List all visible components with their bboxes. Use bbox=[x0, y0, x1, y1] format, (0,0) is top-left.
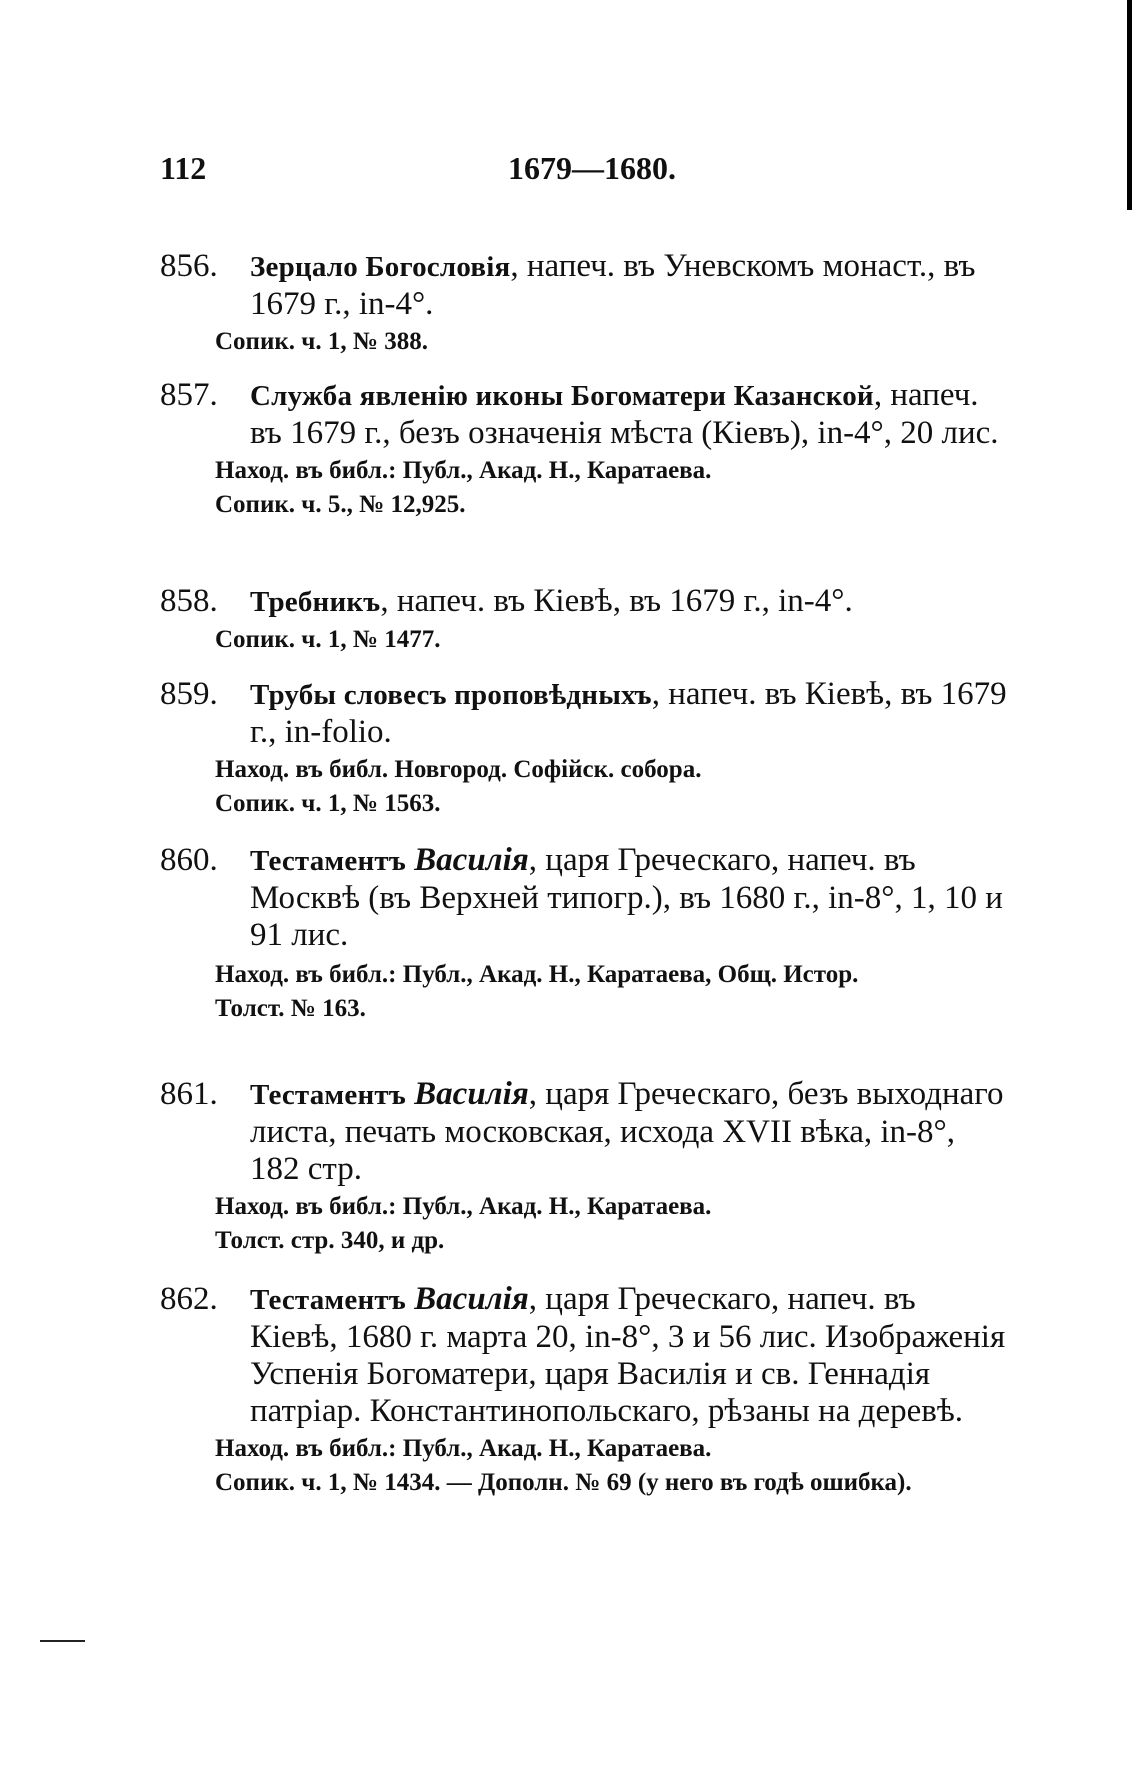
scan-edge-bar bbox=[1127, 0, 1132, 210]
entry-number: 861. bbox=[160, 1076, 218, 1112]
entry-note: Сопик. ч. 1, № 1434. — Дополн. № 69 (у него въ годѣ ошибка). bbox=[215, 1469, 912, 1496]
page-number: 112 bbox=[160, 150, 207, 186]
entry-description bbox=[250, 1076, 1010, 1188]
entry-note: Сопик. ч. 1, № 1477. bbox=[215, 626, 441, 653]
page-header bbox=[160, 150, 1010, 200]
entry-note: Толст. стр. 340, и др. bbox=[215, 1227, 445, 1254]
entry-note: Наход. въ библ.: Публ., Акад. Н., Каратаева. bbox=[215, 457, 712, 484]
catalog-entry bbox=[160, 248, 1010, 357]
catalog-entry bbox=[160, 1281, 1010, 1498]
entry-title: Тестаментъ bbox=[250, 1079, 406, 1111]
entry-title-italic: Василія bbox=[414, 1281, 529, 1317]
entry-text: , напеч. въ Уневскомъ монаст., въ 1679 г., in-4°. bbox=[250, 248, 976, 322]
catalog-entry bbox=[160, 1076, 1010, 1256]
entry-text: , напеч. въ 1679 г., безъ означенія мѣста (Кіевъ), in-4°, 20 лис. bbox=[250, 377, 999, 451]
scan-margin-mark bbox=[40, 1640, 85, 1642]
entry-number: 858. bbox=[160, 583, 218, 619]
entry-title-italic: Василія bbox=[414, 842, 529, 878]
catalog-entry bbox=[160, 583, 1010, 655]
entry-note: Наход. въ библ.: Публ., Акад. Н., Каратаева. bbox=[215, 1435, 712, 1462]
entry-description bbox=[250, 842, 1010, 954]
catalog-entry bbox=[160, 676, 1010, 819]
entry-description bbox=[250, 583, 1010, 621]
entry-description bbox=[250, 377, 1010, 452]
entry-note: Наход. въ библ. Новгород. Софійск. собора. bbox=[215, 756, 702, 783]
entry-number: 856. bbox=[160, 248, 218, 284]
entry-text: , напеч. въ Кіевѣ, въ 1679 г., in-folio. bbox=[250, 676, 1007, 750]
entry-note: Наход. въ библ.: Публ., Акад. Н., Каратаева. bbox=[215, 1193, 712, 1220]
entry-note bbox=[215, 960, 1010, 990]
entry-text: , царя Греческаго, напеч. въ Кіевѣ, 1680 г. марта 20, in-8°, 3 и 56 лис. Изображенія Успенія Богоматери, царя Василія и св. Геннадія патріар. Константинопольскаго, рѣзаны на деревѣ. bbox=[250, 1281, 1006, 1429]
header-years: 1679—1680. bbox=[508, 150, 676, 186]
entry-text: , напеч. въ Кіевѣ, въ 1679 г., in-4°. bbox=[380, 583, 853, 619]
entry-title: Трубы словесъ проповѣдныхъ bbox=[250, 679, 652, 711]
entry-description bbox=[250, 676, 1010, 751]
catalog-entry bbox=[160, 842, 1010, 1024]
catalog-entry bbox=[160, 377, 1010, 520]
entry-title-italic: Василія bbox=[414, 1076, 529, 1112]
entry-number: 860. bbox=[160, 842, 218, 878]
entry-description bbox=[250, 1281, 1010, 1430]
entry-note-text: Наход. въ библ.: Публ., Акад. Н., Каратаева, Общ. Истор. bbox=[215, 961, 859, 988]
entry-text: , царя Греческаго, безъ выходнаго листа, печать московская, исхода XVII вѣка, in-8°, 182 стр. bbox=[250, 1076, 1004, 1187]
entry-title: Зерцало Богословія bbox=[250, 251, 511, 283]
entry-note: Сопик. ч. 5., № 12,925. bbox=[215, 491, 466, 518]
entry-title: Требникъ bbox=[250, 586, 381, 618]
entry-note: Толст. № 163. bbox=[215, 995, 366, 1022]
entry-note: Сопик. ч. 1, № 1563. bbox=[215, 790, 441, 817]
entry-text: , царя Греческаго, напеч. въ Москвѣ (въ Верхней типогр.), въ 1680 г., in-8°, 1, 10 и 91 лис. bbox=[250, 842, 1003, 953]
entry-description bbox=[250, 248, 1010, 323]
entry-number: 862. bbox=[160, 1281, 218, 1317]
entry-title: Служба явленію иконы Богоматери Казанской bbox=[250, 380, 874, 412]
entry-number: 859. bbox=[160, 676, 218, 712]
entry-number: 857. bbox=[160, 377, 218, 413]
entry-note: Сопик. ч. 1, № 388. bbox=[215, 328, 428, 355]
entry-title: Тестаментъ bbox=[250, 1284, 406, 1316]
entry-title: Тестаментъ bbox=[250, 845, 406, 877]
